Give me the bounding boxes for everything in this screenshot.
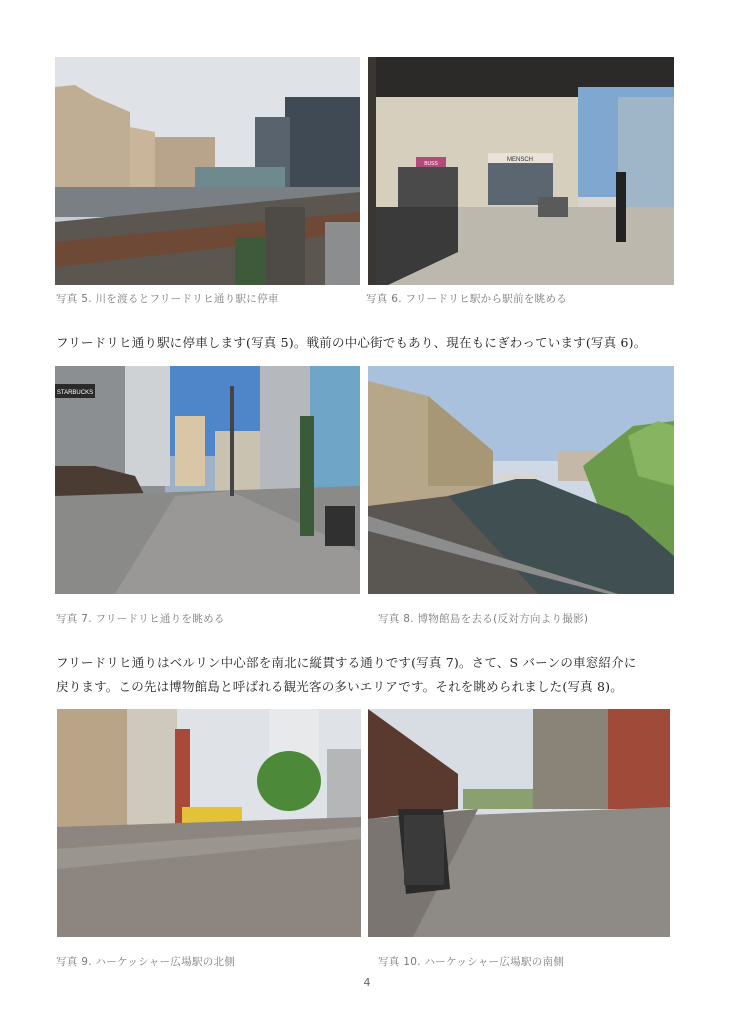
photo-8 xyxy=(368,366,674,594)
paragraph-2-line-1: フリードリヒ通りはベルリン中心部を南北に縦貫する通りです(写真 7)。さて、S バーンの車窓紹介に xyxy=(56,655,637,670)
caption-photo-7: 写真 7. フリードリヒ通りを眺める xyxy=(56,613,225,625)
caption-photo-6: 写真 6. フリードリヒ駅から駅前を眺める xyxy=(366,293,568,305)
paragraph-1-line-1: フリードリヒ通り駅に停車します(写真 5)。戦前の中心街でもあり、現在もにぎわっています(写真 6)。 xyxy=(56,335,647,350)
photo-9 xyxy=(57,709,361,937)
photo-10 xyxy=(368,709,670,937)
photo-7 xyxy=(55,366,360,594)
paragraph-2 xyxy=(56,651,680,699)
paragraph-2-line-2: 戻ります。この先は博物館島と呼ばれる観光客の多いエリアです。それを眺められました(写真 8)。 xyxy=(56,679,623,694)
caption-photo-8: 写真 8. 博物館島を去る(反対方向より撮影) xyxy=(378,613,589,625)
caption-photo-10: 写真 10. ハーケッシャー広場駅の南側 xyxy=(378,956,565,968)
caption-photo-9: 写真 9. ハーケッシャー広場駅の北側 xyxy=(56,956,236,968)
page-number: 4 xyxy=(363,976,371,989)
photo-6-sign-shop: MENSCH xyxy=(506,157,534,163)
photo-7-sign-cafe: STARBUCKS xyxy=(56,390,94,396)
paragraph-1 xyxy=(56,331,680,355)
photo-6 xyxy=(368,57,674,285)
photo-5 xyxy=(55,57,360,285)
caption-photo-5: 写真 5. 川を渡るとフリードリヒ通り駅に停車 xyxy=(56,293,279,305)
photo-6-sign-store: BUSS xyxy=(424,161,438,167)
